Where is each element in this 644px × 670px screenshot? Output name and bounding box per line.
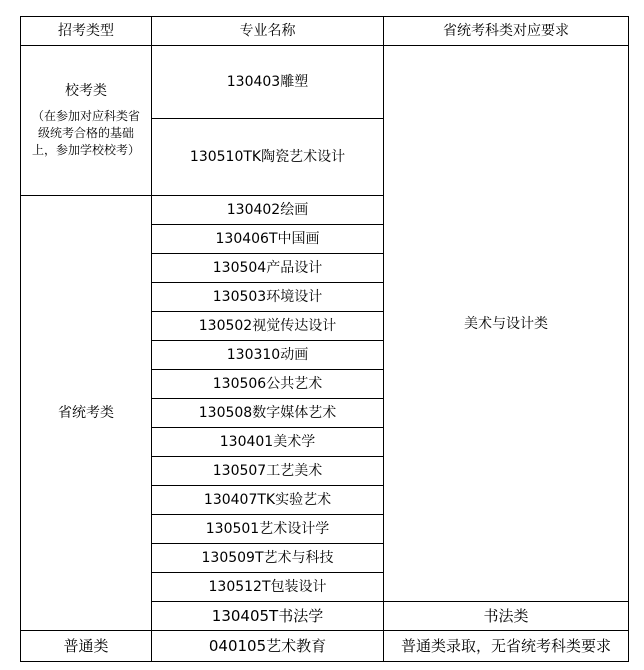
major-cell: 130509T艺术与科技	[152, 544, 384, 573]
requirement-calligraphy: 书法类	[384, 602, 629, 631]
major-cell: 130512T包装设计	[152, 573, 384, 602]
group-school	[21, 46, 152, 196]
major-cell: 130504产品设计	[152, 254, 384, 283]
group-note-school: （在参加对应科类省级统考合格的基础上，参加学校校考）	[31, 109, 140, 157]
header-major-name: 专业名称	[152, 17, 384, 46]
group-title-school: 校考类	[65, 83, 107, 99]
header-requirement: 省统考科类对应要求	[384, 17, 629, 46]
header-admission-type: 招考类型	[21, 17, 152, 46]
major-cell: 130310动画	[152, 341, 384, 370]
major-cell: 130402绘画	[152, 196, 384, 225]
major-cell: 130405T书法学	[152, 602, 384, 631]
major-cell: 130508数字媒体艺术	[152, 399, 384, 428]
header-row	[21, 17, 629, 46]
major-cell: 130403雕塑	[152, 46, 384, 119]
major-cell: 130507工艺美术	[152, 457, 384, 486]
group-general: 普通类	[21, 631, 152, 662]
major-cell: 130506公共艺术	[152, 370, 384, 399]
group-provincial: 省统考类	[21, 196, 152, 631]
major-cell: 130501艺术设计学	[152, 515, 384, 544]
major-cell: 040105艺术教育	[152, 631, 384, 662]
major-cell: 130502视觉传达设计	[152, 312, 384, 341]
table-row	[21, 46, 629, 119]
major-cell: 130503环境设计	[152, 283, 384, 312]
major-cell: 130406T中国画	[152, 225, 384, 254]
requirement-art-design: 美术与设计类	[384, 46, 629, 602]
table-row	[21, 631, 629, 662]
admission-table	[20, 16, 629, 662]
major-cell: 130510TK陶瓷艺术设计	[152, 119, 384, 196]
major-cell: 130407TK实验艺术	[152, 486, 384, 515]
requirement-general: 普通类录取，无省统考科类要求	[384, 631, 629, 662]
major-cell: 130401美术学	[152, 428, 384, 457]
